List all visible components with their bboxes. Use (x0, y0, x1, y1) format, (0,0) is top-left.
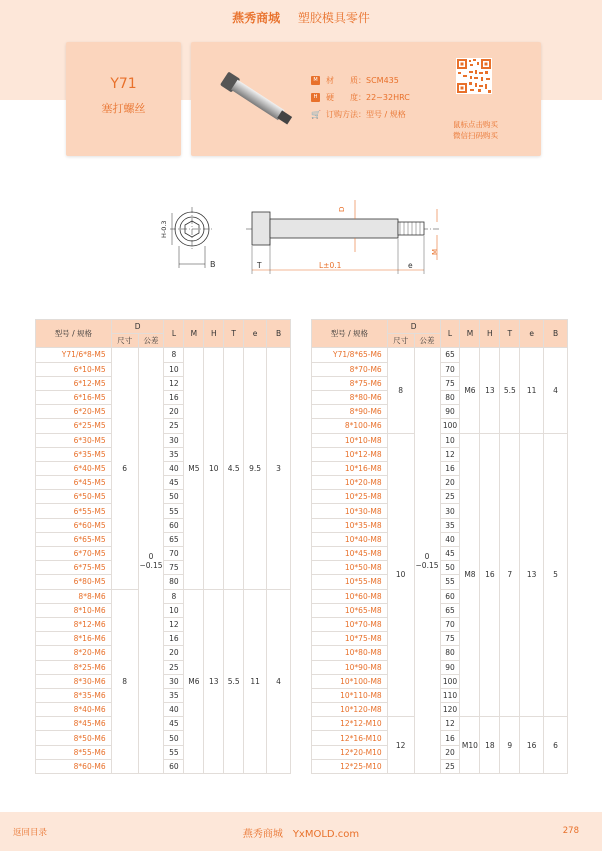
spec-table-right (311, 319, 568, 774)
qr-caption-wechat: 微信扫码购买 (453, 131, 498, 140)
header-M: M (184, 320, 204, 348)
model-cell: 8*8-M6 (36, 589, 112, 603)
length-cell: 16 (164, 632, 184, 646)
table-row (312, 348, 568, 362)
model-cell: 10*12-M8 (312, 447, 388, 461)
model-cell: 8*80-M6 (312, 390, 388, 404)
header-D: D (111, 320, 164, 334)
page-footer (0, 812, 602, 851)
length-cell: 70 (440, 362, 460, 376)
length-cell: 50 (440, 561, 460, 575)
product-code: Y71 (110, 76, 137, 92)
qr-code-icon[interactable] (456, 58, 492, 94)
spec-label: 硬 度： (326, 93, 366, 102)
length-cell: 8 (164, 348, 184, 362)
model-cell: Y71/8*65-M6 (312, 348, 388, 362)
H-cell: 13 (480, 348, 500, 433)
qr-caption (453, 119, 498, 141)
qr-caption-click[interactable]: 鼠标点击购买 (453, 120, 498, 129)
H-cell: 16 (480, 433, 500, 717)
length-cell: 60 (164, 759, 184, 773)
length-cell: 25 (440, 759, 460, 773)
screw-photo (209, 62, 301, 132)
length-cell: 40 (164, 461, 184, 475)
length-cell: 35 (164, 688, 184, 702)
spec-value: 型号 / 规格 (366, 110, 406, 119)
model-cell: 6*80-M5 (36, 575, 112, 589)
model-cell: 10*30-M8 (312, 504, 388, 518)
model-cell: 12*20-M10 (312, 745, 388, 759)
table-row (36, 589, 291, 603)
e-cell: 11 (520, 348, 544, 433)
model-cell: 10*80-M8 (312, 646, 388, 660)
M-cell: M10 (460, 717, 480, 774)
model-cell: 8*100-M6 (312, 419, 388, 433)
M-cell: M6 (460, 348, 480, 433)
model-cell: 6*50-M5 (36, 490, 112, 504)
model-cell: 6*20-M5 (36, 405, 112, 419)
back-to-contents-link[interactable]: 返回目录 (13, 828, 48, 838)
length-cell: 75 (164, 561, 184, 575)
model-cell: 12*25-M10 (312, 759, 388, 773)
model-cell: Y71/6*8-M5 (36, 348, 112, 362)
header-M: M (460, 320, 480, 348)
dim-T: T (257, 261, 262, 270)
B-cell: 4 (267, 589, 291, 773)
model-cell: 10*50-M8 (312, 561, 388, 575)
length-cell: 12 (440, 717, 460, 731)
length-cell: 10 (440, 433, 460, 447)
model-cell: 10*10-M8 (312, 433, 388, 447)
B-cell: 6 (544, 717, 568, 774)
model-cell: 6*75-M5 (36, 561, 112, 575)
model-cell: 10*20-M8 (312, 476, 388, 490)
header-B: B (544, 320, 568, 348)
header-e: e (244, 320, 267, 348)
header-e: e (520, 320, 544, 348)
length-cell: 40 (440, 532, 460, 546)
header-size: 尺寸 (387, 334, 414, 348)
length-cell: 80 (440, 390, 460, 404)
tolerance-lower: −0.15 (139, 560, 163, 570)
header-model: 型号 / 规格 (312, 320, 388, 348)
e-cell: 16 (520, 717, 544, 774)
model-cell: 10*120-M8 (312, 703, 388, 717)
spec-table-left (35, 319, 291, 774)
size-cell: 10 (387, 433, 414, 717)
dim-B: B (210, 260, 216, 269)
model-cell: 8*55-M6 (36, 745, 112, 759)
model-cell: 10*70-M8 (312, 617, 388, 631)
length-cell: 120 (440, 703, 460, 717)
length-cell: 25 (440, 490, 460, 504)
header-size: 尺寸 (111, 334, 138, 348)
length-cell: 55 (440, 575, 460, 589)
model-cell: 8*20-M6 (36, 646, 112, 660)
spec-order (311, 106, 410, 123)
model-cell: 10*40-M8 (312, 532, 388, 546)
product-name: 塞打螺丝 (101, 102, 146, 115)
length-cell: 30 (164, 433, 184, 447)
model-cell: 8*70-M6 (312, 362, 388, 376)
length-cell: 55 (164, 504, 184, 518)
model-cell: 6*30-M5 (36, 433, 112, 447)
e-cell: 11 (244, 589, 267, 773)
length-cell: 20 (164, 646, 184, 660)
table-row (312, 717, 568, 731)
dim-H: H-0.3 (160, 220, 168, 238)
spec-value: 22~32HRC (366, 93, 410, 102)
length-cell: 16 (164, 390, 184, 404)
length-cell: 10 (164, 603, 184, 617)
length-cell: 50 (164, 731, 184, 745)
model-cell: 6*55-M5 (36, 504, 112, 518)
M-cell: M5 (184, 348, 204, 589)
page-header (0, 0, 602, 36)
length-cell: 10 (164, 362, 184, 376)
H-cell: 18 (480, 717, 500, 774)
length-cell: 55 (164, 745, 184, 759)
header-B: B (267, 320, 291, 348)
hardness-badge-icon: H (311, 93, 320, 102)
page-number: 278 (562, 826, 579, 836)
length-cell: 35 (164, 447, 184, 461)
length-cell: 20 (440, 476, 460, 490)
cart-icon: 🛒 (311, 110, 321, 119)
tolerance-upper: 0 (424, 551, 430, 561)
model-cell: 8*16-M6 (36, 632, 112, 646)
model-cell: 8*35-M6 (36, 688, 112, 702)
model-cell: 6*35-M5 (36, 447, 112, 461)
header-L: L (164, 320, 184, 348)
spec-list (311, 72, 410, 123)
header-tolerance: 公差 (414, 334, 440, 348)
header-tolerance: 公差 (138, 334, 164, 348)
header-model: 型号 / 规格 (36, 320, 112, 348)
model-cell: 6*60-M5 (36, 518, 112, 532)
technical-drawing (0, 190, 602, 280)
B-cell: 3 (267, 348, 291, 589)
T-cell: 4.5 (224, 348, 244, 589)
header-D: D (387, 320, 440, 334)
dim-M: M (431, 248, 439, 255)
model-cell: 6*65-M5 (36, 532, 112, 546)
model-cell: 8*50-M6 (36, 731, 112, 745)
length-cell: 25 (164, 660, 184, 674)
length-cell: 16 (440, 731, 460, 745)
T-cell: 5.5 (500, 348, 520, 433)
length-cell: 45 (164, 717, 184, 731)
model-cell: 6*10-M5 (36, 362, 112, 376)
length-cell: 8 (164, 589, 184, 603)
length-cell: 100 (440, 419, 460, 433)
tolerance-lower: −0.15 (415, 560, 439, 570)
T-cell: 7 (500, 433, 520, 717)
length-cell: 65 (164, 532, 184, 546)
length-cell: 90 (440, 405, 460, 419)
length-cell: 16 (440, 461, 460, 475)
length-cell: 90 (440, 660, 460, 674)
model-cell: 8*75-M6 (312, 376, 388, 390)
header-T: T (224, 320, 244, 348)
model-cell: 8*60-M6 (36, 759, 112, 773)
model-cell: 8*90-M6 (312, 405, 388, 419)
length-cell: 80 (164, 575, 184, 589)
header-L: L (440, 320, 460, 348)
model-cell: 10*35-M8 (312, 518, 388, 532)
spec-material (311, 72, 410, 89)
model-cell: 10*16-M8 (312, 461, 388, 475)
length-cell: 75 (440, 632, 460, 646)
B-cell: 4 (544, 348, 568, 433)
header-H: H (204, 320, 224, 348)
model-cell: 10*65-M8 (312, 603, 388, 617)
e-cell: 13 (520, 433, 544, 717)
model-cell: 6*25-M5 (36, 419, 112, 433)
size-cell: 12 (387, 717, 414, 774)
dim-L: L±0.1 (319, 261, 342, 270)
model-cell: 6*12-M5 (36, 376, 112, 390)
length-cell: 75 (440, 376, 460, 390)
model-cell: 10*60-M8 (312, 589, 388, 603)
model-cell: 6*70-M5 (36, 547, 112, 561)
model-cell: 12*16-M10 (312, 731, 388, 745)
model-cell: 8*30-M6 (36, 674, 112, 688)
model-cell: 6*16-M5 (36, 390, 112, 404)
length-cell: 70 (164, 547, 184, 561)
model-cell: 10*90-M8 (312, 660, 388, 674)
tolerance-upper: 0 (148, 551, 154, 561)
header-T: T (500, 320, 520, 348)
header-category: 塑胶模具零件 (297, 11, 370, 25)
e-cell: 9.5 (244, 348, 267, 589)
material-badge-icon: M (311, 76, 320, 85)
model-cell: 12*12-M10 (312, 717, 388, 731)
length-cell: 40 (164, 703, 184, 717)
length-cell: 110 (440, 688, 460, 702)
T-cell: 5.5 (224, 589, 244, 773)
dim-D: D (338, 206, 346, 212)
header-H: H (480, 320, 500, 348)
length-cell: 20 (440, 745, 460, 759)
spec-label: 订购方法： (326, 110, 366, 119)
spec-hardness (311, 89, 410, 106)
product-info-card (191, 42, 541, 156)
length-cell: 60 (440, 589, 460, 603)
length-cell: 100 (440, 674, 460, 688)
length-cell: 70 (440, 617, 460, 631)
model-cell: 8*12-M6 (36, 617, 112, 631)
size-cell: 8 (387, 348, 414, 433)
T-cell: 9 (500, 717, 520, 774)
table-row (312, 433, 568, 447)
model-cell: 10*100-M8 (312, 674, 388, 688)
model-cell: 6*45-M5 (36, 476, 112, 490)
H-cell: 10 (204, 348, 224, 589)
model-cell: 10*45-M8 (312, 547, 388, 561)
M-cell: M8 (460, 433, 480, 717)
product-title-card (66, 42, 181, 156)
model-cell: 10*25-M8 (312, 490, 388, 504)
dim-e: e (408, 261, 413, 270)
model-cell: 10*75-M8 (312, 632, 388, 646)
tolerance-cell (414, 348, 440, 774)
model-cell: 10*55-M8 (312, 575, 388, 589)
model-cell: 6*40-M5 (36, 461, 112, 475)
header-brand[interactable]: 燕秀商城 (232, 11, 281, 25)
length-cell: 65 (440, 348, 460, 362)
model-cell: 10*110-M8 (312, 688, 388, 702)
length-cell: 45 (164, 476, 184, 490)
length-cell: 12 (440, 447, 460, 461)
H-cell: 13 (204, 589, 224, 773)
model-cell: 8*25-M6 (36, 660, 112, 674)
length-cell: 50 (164, 490, 184, 504)
M-cell: M6 (184, 589, 204, 773)
B-cell: 5 (544, 433, 568, 717)
length-cell: 25 (164, 419, 184, 433)
size-cell: 8 (111, 589, 138, 773)
length-cell: 65 (440, 603, 460, 617)
length-cell: 30 (164, 674, 184, 688)
model-cell: 8*40-M6 (36, 703, 112, 717)
length-cell: 35 (440, 518, 460, 532)
spec-value: SCM435 (366, 76, 399, 85)
length-cell: 30 (440, 504, 460, 518)
length-cell: 12 (164, 376, 184, 390)
model-cell: 8*10-M6 (36, 603, 112, 617)
model-cell: 8*45-M6 (36, 717, 112, 731)
spec-label: 材 质： (326, 76, 366, 85)
table-header-row (312, 320, 568, 334)
table-header-row (36, 320, 291, 334)
length-cell: 20 (164, 405, 184, 419)
length-cell: 60 (164, 518, 184, 532)
length-cell: 45 (440, 547, 460, 561)
length-cell: 12 (164, 617, 184, 631)
size-cell: 6 (111, 348, 138, 589)
footer-brand[interactable]: 燕秀商城 YxMOLD.com (242, 829, 360, 840)
table-row (36, 348, 291, 362)
tolerance-cell (138, 348, 164, 774)
length-cell: 80 (440, 646, 460, 660)
